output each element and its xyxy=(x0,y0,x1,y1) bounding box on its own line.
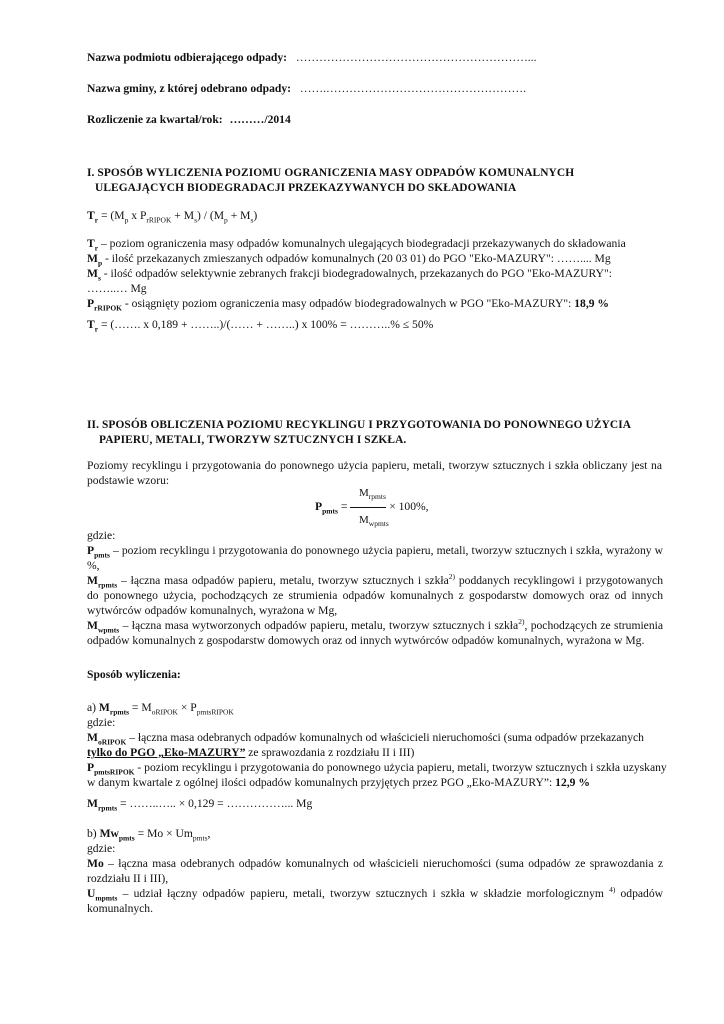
tr-calculation: $T_r$ = (……. x 0,189 + ……..)/(…… + ……..) x 100% = ………..% ≤ 50% xyxy=(87,318,434,334)
b-def-mo: Mo – łączna masa odebranych odpadów komunalnych od właścicieli nieruchomości (suma odpadów ze sprawozdania z rozdziału II i III), xyxy=(87,857,663,886)
def-ms: $M_s$ - ilość odpadów selektywnie zebranych frakcji biodegradowalnych, przekazanych do PGO "Eko-MAZURY": xyxy=(87,267,612,283)
def-ms-cont: ……..… Mg xyxy=(87,282,147,296)
podmiot-line xyxy=(87,50,667,65)
section2-title-line1: II. SPOSÓB OBLICZENIA POZIOMU RECYKLINGU I PRZYGOTOWANIA DO PONOWNEGO UŻYCIA xyxy=(87,419,632,431)
section1-title-line1: I. SPOSÓB WYLICZENIA POZIOMU OGRANICZENIA MASY ODPADÓW KOMUNALNYCH xyxy=(87,167,575,179)
section2-intro: Poziomy recyklingu i przygotowania do ponownego użycia papieru, metali, tworzyw sztucznych i szkła obliczany jest na podstawie wzoru: xyxy=(87,459,662,488)
podmiot-field[interactable]: ……………………………………………………... xyxy=(295,51,537,64)
gmina-field[interactable]: …….……………………………………………. xyxy=(299,82,526,95)
def-mrpmts: $M_{rpmts}$ – łączna masa odpadów papieru, metalu, tworzyw sztucznych i szkła$^{2)}$ poddanych recyklingowi i przygotowanych do ponownego użycia, pochodzących ze strumienia odpadów komunalnych z gospodarstw domowych oraz od innych wytwórców odpadów komunalnych, wyrażona w Mg, xyxy=(87,572,663,618)
def-ppmts: $P_{pmts}$ – poziom recyklingu i przygotowania do ponownego użycia papieru, metali, tworzyw sztucznych i szkła, wyrażony w %, xyxy=(87,544,663,573)
section2-definitions xyxy=(87,528,663,649)
a-gdzie: gdzie: xyxy=(87,716,116,730)
section1-definitions xyxy=(87,236,687,311)
part-b xyxy=(87,826,663,916)
gdzie-label: gdzie: xyxy=(87,529,116,542)
a-def-mo: $M_{oRIPOK}$ – łączna masa odebranych odpadów komunalnych od właścicieli nieruchomości (suma odpadów przekazanych tylko do PGO „Eko-MAZURY” ze sprawozdania z rozdziału II i III) xyxy=(87,731,644,760)
tr-formula: $T_r = (M_p$ x $P_{rRIPOK} + M_s) / (M_p + M_s)$ xyxy=(87,209,258,225)
section1-title-line2: ULEGAJĄCYCH BIODEGRADACJI PRZEKAZYWANYCH DO SKŁADOWANIA xyxy=(95,181,517,194)
fraction-denominator: $M_{wpmts}$ xyxy=(359,514,389,529)
sposob-wyliczenia-heading: Sposób wyliczenia: xyxy=(87,668,181,681)
fraction-main-line: $P_{pmts}$ = × 100%, xyxy=(315,500,429,516)
podmiot-label: Nazwa podmiotu odbierającego odpady: xyxy=(87,51,287,64)
a-def-p: $P_{pmtsRIPOK}$ - poziom recyklingu i przygotowania do ponownego użycia papieru, metali, tworzyw sztucznych i szkła uzyskany w danym kwartale z ogólnej ilości odpadów komunalnych przyjętych przez PGO „Eko-MAZURY”: 12,9 % xyxy=(87,761,667,790)
a-formula: a) $M_{rpmts} = M_{oRIPOK} \times P_{pmtsRIPOK}$ xyxy=(87,701,234,717)
section1-heading xyxy=(87,166,667,196)
gmina-label: Nazwa gminy, z której odebrano odpady: xyxy=(87,82,291,95)
b-gdzie: gdzie: xyxy=(87,842,116,856)
def-tr: $T_r$ – poziom ograniczenia masy odpadów komunalnych ulegających biodegradacji przekazywanych do składowania xyxy=(87,237,626,253)
ppmts-fraction xyxy=(315,486,475,530)
section2-title-line2: PAPIERU, METALI, TWORZYW SZTUCZNYCH I SZKŁA. xyxy=(99,433,407,446)
def-mp: $M_p$ - ilość przekazanych zmieszanych odpadów komunalnych (20 03 01) do PGO "Eko-MAZURY": …….... Mg xyxy=(87,252,611,268)
rozliczenie-line xyxy=(87,112,667,127)
part-a xyxy=(87,700,667,790)
b-def-u: $U_{mpmts}$ – udział łączny odpadów papieru, metali, tworzyw sztucznych i szkła w składzie morfologicznym $^{4)}$ odpadów komunalnych. xyxy=(87,885,664,916)
b-formula: b) $Mw_{pmts} = Mo \times Um_{pmts}$, xyxy=(87,827,211,843)
def-mwpmts: $M_{wpmts}$ – łączna masa wytworzonych odpadów papieru, metalu, tworzyw sztucznych i szkła$^{2)}$, pochodzących ze strumienia odpadów komunalnych z gospodarstw domowych oraz od innych wytwórców odpadów komunalnych, wyrażona w Mg. xyxy=(87,617,663,648)
a-calculation: $M_{rpmts}$ = ……..….. × 0,129 = ……………... Mg xyxy=(87,797,313,813)
def-pr: $P_{rRIPOK}$ - osiągnięty poziom ograniczenia masy odpadów biodegradowalnych w PGO "Eko-MAZURY": 18,9 % xyxy=(87,297,609,313)
rozliczenie-field[interactable]: ………/2014 xyxy=(229,113,291,126)
gmina-line xyxy=(87,81,667,96)
rozliczenie-label: Rozliczenie za kwartał/rok: xyxy=(87,113,223,126)
fraction-numerator: $M_{rpmts}$ xyxy=(359,487,386,502)
section2-heading xyxy=(87,418,667,448)
